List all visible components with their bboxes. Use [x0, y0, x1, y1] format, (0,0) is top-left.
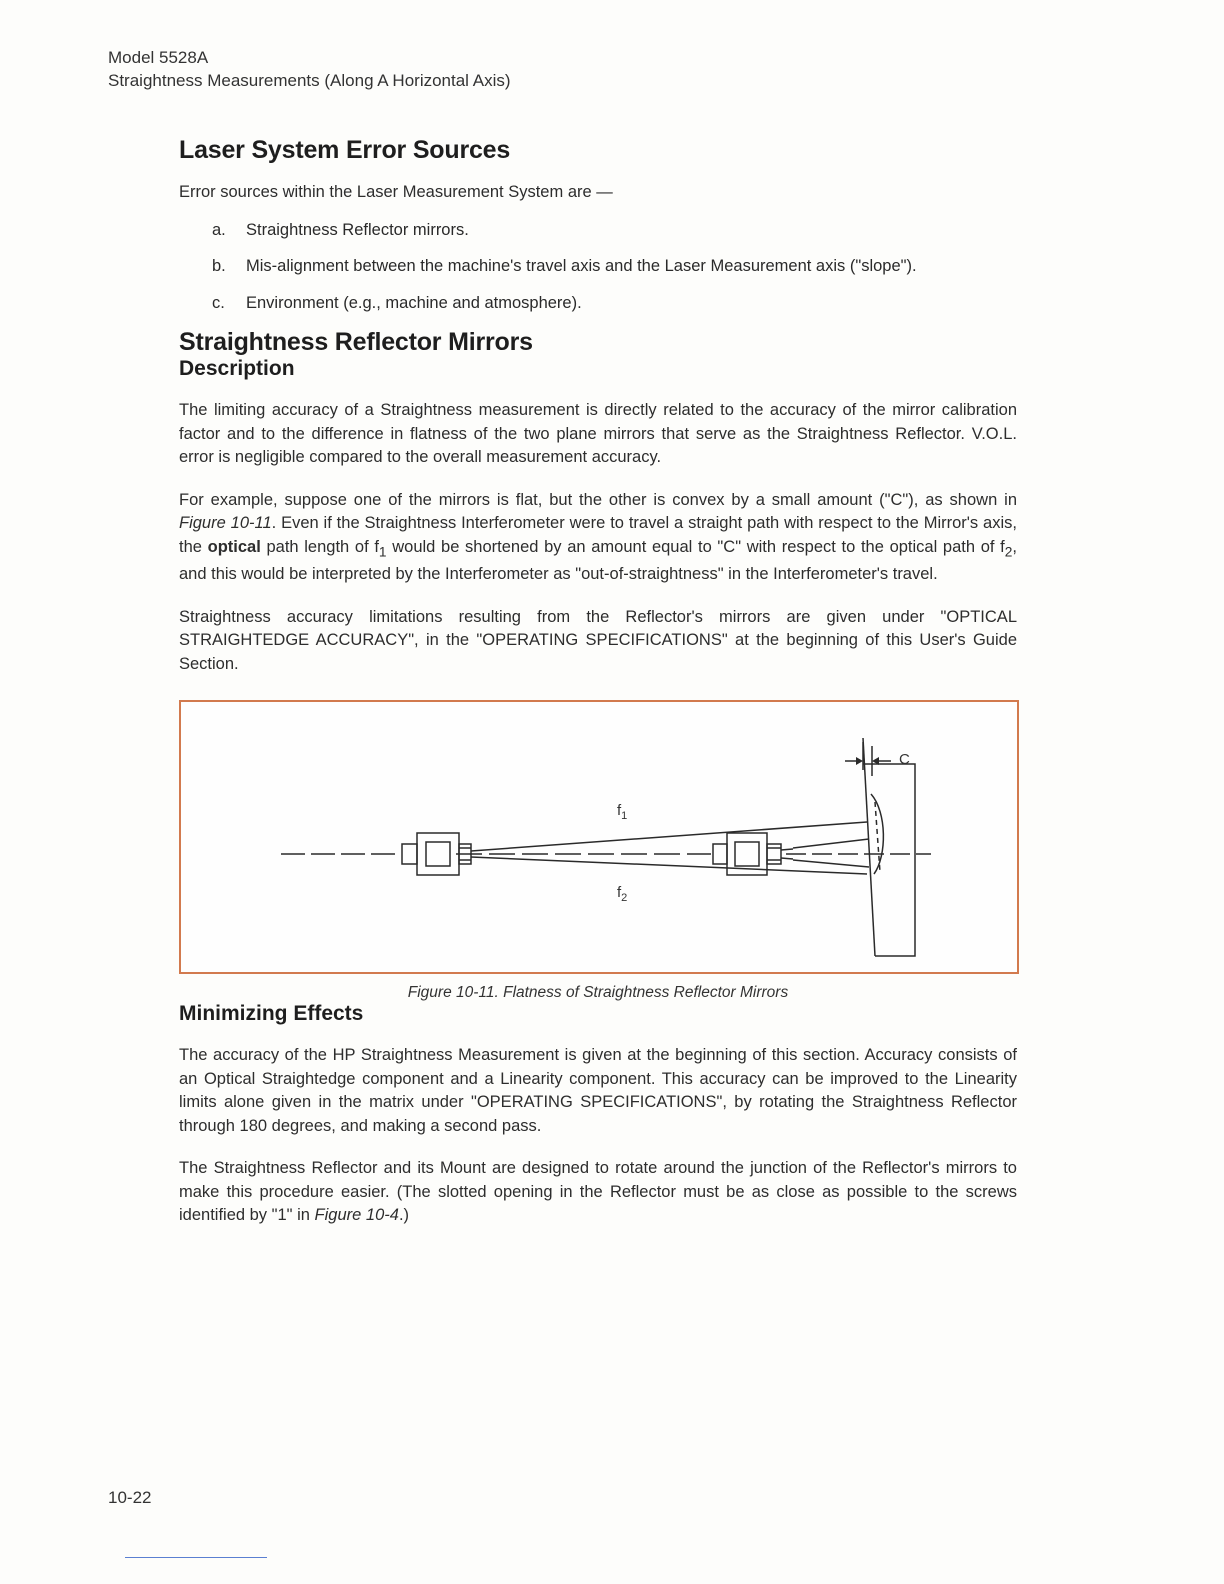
arrow-right-icon	[856, 757, 863, 765]
figure-10-11	[179, 700, 1019, 974]
error-sources-intro: Error sources within the Laser Measurement System are —	[179, 183, 613, 201]
error-sources-list	[179, 219, 1017, 316]
list-text: Mis-alignment between the machine's travel axis and the Laser Measurement axis ("slope").	[246, 257, 917, 275]
page-header	[108, 46, 511, 92]
label-c: C	[899, 751, 910, 769]
list-item	[179, 292, 1017, 316]
section-title-error-sources: Laser System Error Sources	[179, 136, 511, 164]
figure-reference[interactable]: Figure 10-11	[179, 514, 272, 532]
list-marker: a.	[212, 220, 226, 239]
subheading-minimizing-effects: Minimizing Effects	[179, 1002, 364, 1026]
section-title-reflector-mirrors: Straightness Reflector Mirrors	[179, 328, 533, 356]
beam-f2-return	[793, 860, 869, 867]
header-chapter: Straightness Measurements (Along A Horizontal Axis)	[108, 71, 511, 90]
footer-rule	[125, 1557, 267, 1558]
subheading-description: Description	[179, 357, 295, 380]
figure-reference[interactable]: Figure 10-4	[314, 1206, 399, 1225]
figure-caption: Figure 10-11. Flatness of Straightness Reflector Mirrors	[407, 984, 789, 1002]
label-f2: $f_2$	[617, 884, 628, 905]
beam-f1-return	[793, 839, 869, 848]
straightness-reflector-icon	[863, 738, 915, 956]
list-marker: b.	[212, 257, 226, 275]
minimizing-paragraph-2: The Straightness Reflector and its Mount are designed to rotate around the junction of the Reflector's mirrors to make this procedure easier. (The slotted opening in the Reflector must be as close as possible to the screws identified by "1" in Figure 10-4.)	[179, 1159, 1017, 1225]
minimizing-paragraph-1: The accuracy of the HP Straightness Measurement is given at the beginning of this section. Accuracy consists of an Optical Straightedge component and a Linearity component. This accuracy can be improved to the Linearity limits alone given in the matrix under "OPERATING SPECIFICATIONS", by rotating the Straightness Reflector through 180 degrees, and making a second pass.	[179, 1046, 1017, 1135]
reflector-diagram	[181, 702, 1017, 972]
label-f1: $f_1$	[617, 802, 628, 823]
list-text: Straightness Reflector mirrors.	[246, 220, 469, 239]
description-paragraph-3: Straightness accuracy limitations resulting from the Reflector's mirrors are given under "OPTICAL STRAIGHTEDGE ACCURACY", in the "OPERATING SPECIFICATIONS" at the beginning of this User's Guide Section.	[179, 607, 1017, 673]
list-marker: c.	[212, 293, 225, 312]
list-text: Environment (e.g., machine and atmosphere).	[246, 293, 582, 312]
beam-f2-line	[471, 857, 867, 874]
header-model: Model 5528A	[108, 48, 209, 67]
page-number: 10-22	[108, 1488, 152, 1507]
description-paragraph-2: For example, suppose one of the mirrors is flat, but the other is convex by a small amount ("C"), as shown in Figure 10-11. Even if the Straightness Interferometer were to travel a straight path with respect to the Mirror's axis, the optical path length of $f_1$ would be shortened by an amount equal to "C" with respect to the optical path of $f_2$, and this would be interpreted by the Interferometer as "out-of-straightness" in the Interferometer's travel.	[179, 490, 1017, 584]
page-content	[179, 136, 1017, 1228]
list-item	[179, 255, 1017, 279]
dimension-c-marker	[845, 742, 891, 776]
description-paragraph-1: The limiting accuracy of a Straightness measurement is directly related to the accuracy of the mirror calibration factor and to the difference in flatness of the two plane mirrors that serve as the Straightness Reflector. V.O.L. error is negligible compared to the overall measurement accuracy.	[179, 401, 1017, 466]
list-item	[179, 219, 1017, 243]
